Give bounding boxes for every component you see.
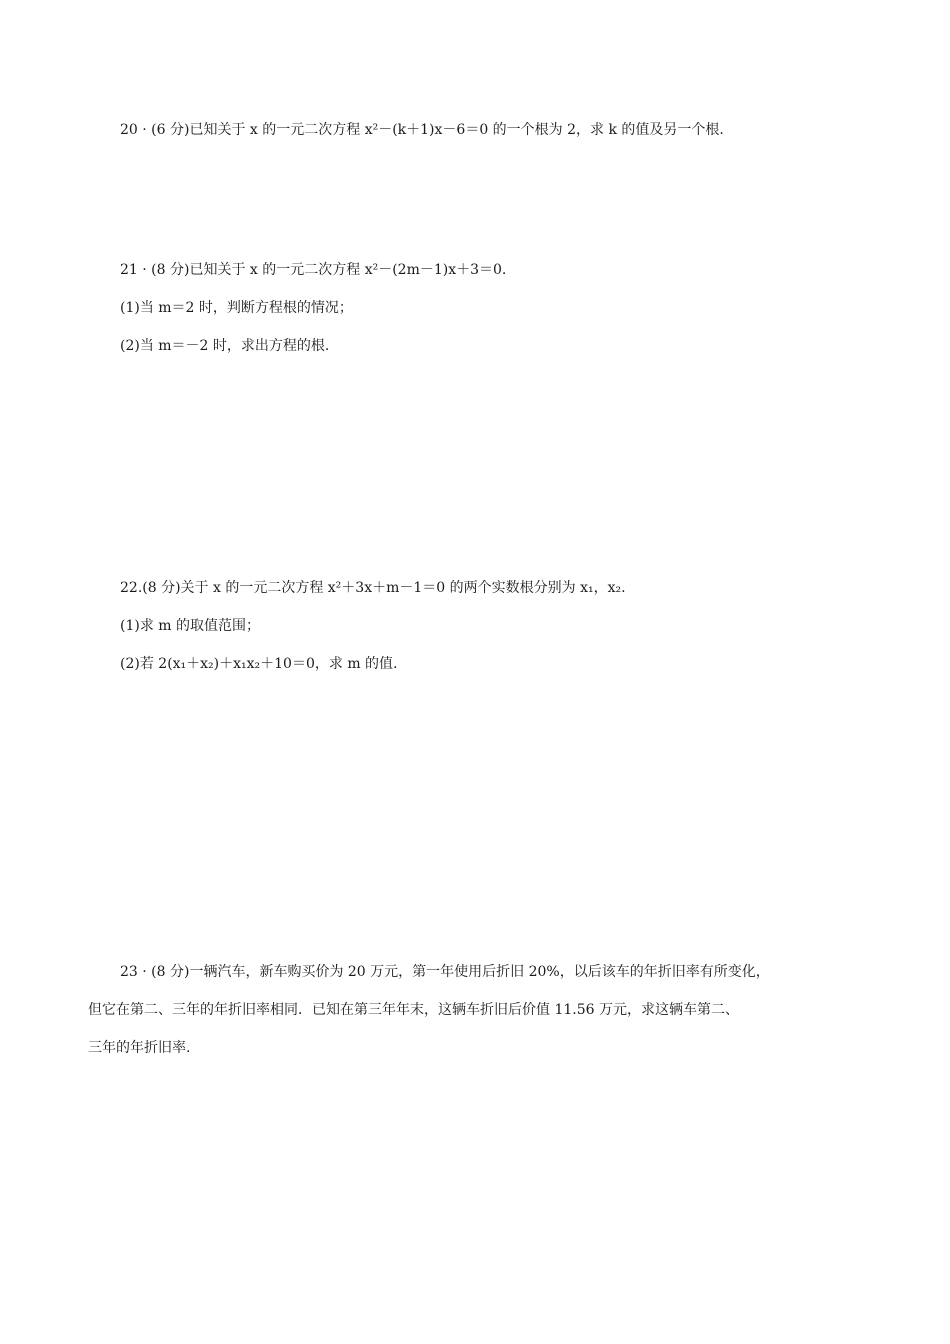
question-21-part-1: (1)当 m＝2 时，判断方程根的情况； [120, 300, 353, 316]
question-22-part-2: (2)若 2(x₁＋x₂)＋x₁x₂＋10＝0，求 m 的值. [120, 656, 398, 672]
question-23-line-1: 23 · (8 分)一辆汽车，新车购买价为 20 万元，第一年使用后折旧 20%，以后该车的年折旧率有所变化， [120, 964, 770, 980]
question-23-line-2: 但它在第二、三年的年折旧率相同．已知在第三年年末，这辆车折旧后价值 11.56 万元，求这辆车第二、 [88, 1002, 739, 1018]
question-22-stem: 22.(8 分)关于 x 的一元二次方程 x²＋3x＋m－1＝0 的两个实数根分别为 x₁，x₂. [120, 580, 626, 596]
question-22-part-1: (1)求 m 的取值范围； [120, 618, 261, 634]
question-21-part-2: (2)当 m＝－2 时，求出方程的根. [120, 338, 330, 354]
question-20-text: 20 · (6 分)已知关于 x 的一元二次方程 x²－(k＋1)x－6＝0 的一个根为 2，求 k 的值及另一个根. [120, 122, 724, 138]
question-21-stem: 21 · (8 分)已知关于 x 的一元二次方程 x²－(2m－1)x＋3＝0. [120, 262, 507, 278]
question-23-line-3: 三年的年折旧率. [88, 1040, 191, 1056]
